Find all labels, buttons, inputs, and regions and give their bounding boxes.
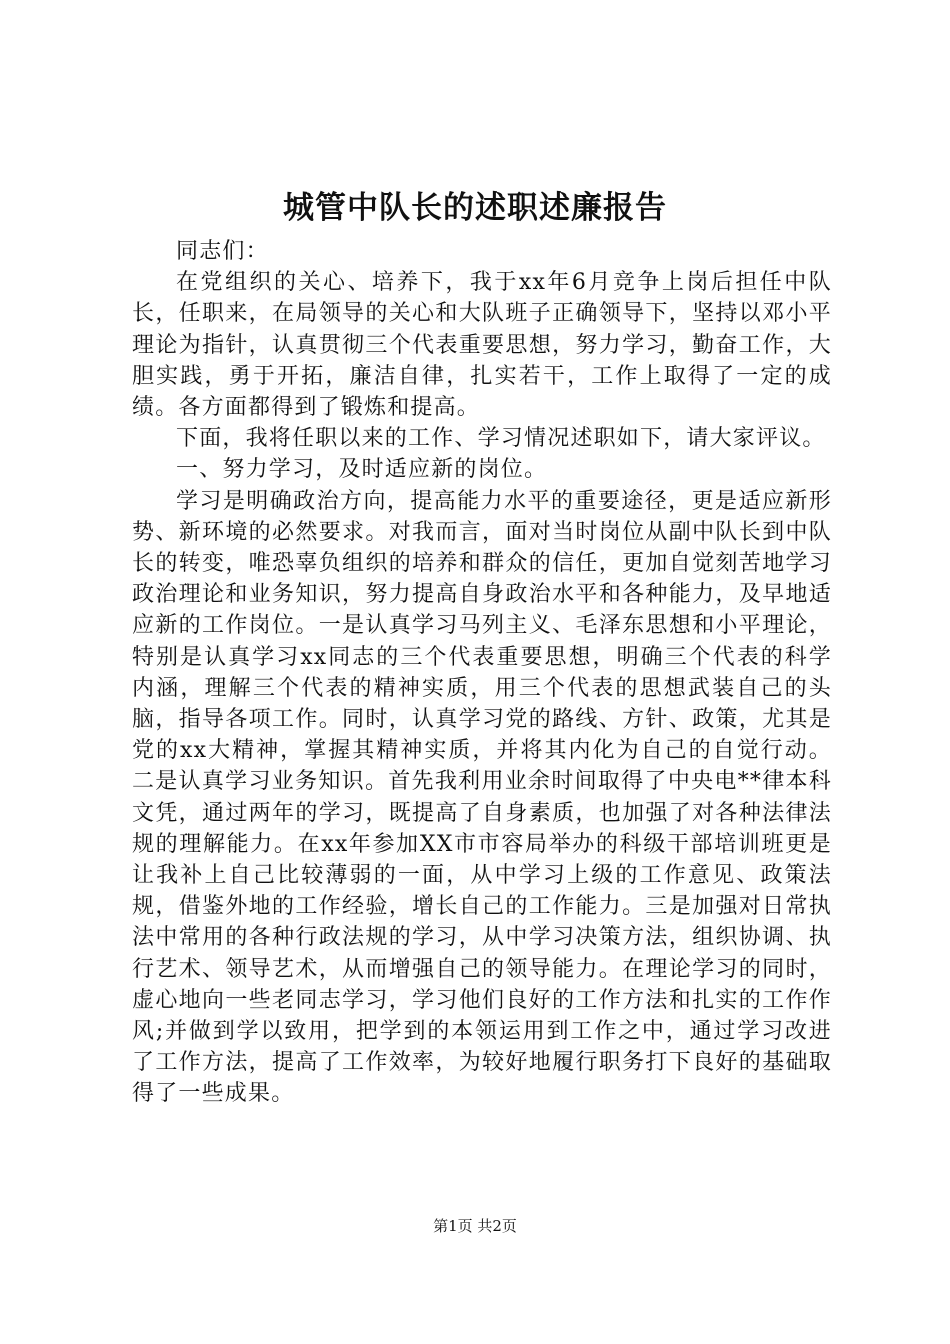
- paragraph-intro: 在党组织的关心、培养下，我于xx年6月竞争上岗后担任中队长，任职来，在局领导的关心和大队班子正确领导下，坚持以邓小平理论为指针，认真贯彻三个代表重要思想，努力学习，勤奋工作，大胆实践，勇于开拓，廉洁自律，扎实若干，工作上取得了一定的成绩。各方面都得到了锻炼和提高。: [132, 270, 832, 421]
- paragraph-study: 学习是明确政治方向，提高能力水平的重要途径，更是适应新形势、新环境的必然要求。对我而言，面对当时岗位从副中队长到中队长的转变，唯恐辜负组织的培养和群众的信任，更加自觉刻苦地学习政治理论和业务知识，努力提高自身政治水平和各种能力，及早地适应新的工作岗位。一是认真学习马列主义、毛泽东思想和小平理论，特别是认真学习xx同志的三个代表重要思想，明确三个代表的科学内涵，理解三个代表的精神实质，用三个代表的思想武装自己的头脑，指导各项工作。同时，认真学习党的路线、方针、政策，尤其是党的xx大精神，掌握其精神实质，并将其内化为自己的自觉行动。二是认真学习业务知识。首先我利用业余时间取得了中央电**律本科文凭，通过两年的学习，既提高了自身素质，也加强了对各种法律法规的理解能力。在xx年参加XX市市容局举办的科级干部培训班更是让我补上自己比较薄弱的一面，从中学习上级的工作意见、政策法规，借鉴外地的工作经验，增长自己的工作能力。三是加强对日常执法中常用的各种行政法规的学习，从中学习决策方法，组织协调、执行艺术、领导艺术，从而增强自己的领导能力。在理论学习的同时，虚心地向一些老同志学习，学习他们良好的工作方法和扎实的工作作风;并做到学以致用，把学到的本领运用到工作之中，通过学习改进了工作方法，提高了工作效率，为较好地履行职务打下良好的基础取得了一些成果。: [132, 488, 832, 1107]
- paragraph-report-notice: 下面，我将任职以来的工作、学习情况述职如下，请大家评议。: [176, 426, 826, 452]
- document-title: 城管中队长的述职述廉报告: [283, 190, 667, 226]
- section-heading-1: 一、努力学习，及时适应新的岗位。: [176, 457, 548, 483]
- page-footer: 第1页 共2页: [433, 1217, 517, 1235]
- salutation: 同志们：: [176, 239, 269, 264]
- document-body: [132, 236, 832, 1110]
